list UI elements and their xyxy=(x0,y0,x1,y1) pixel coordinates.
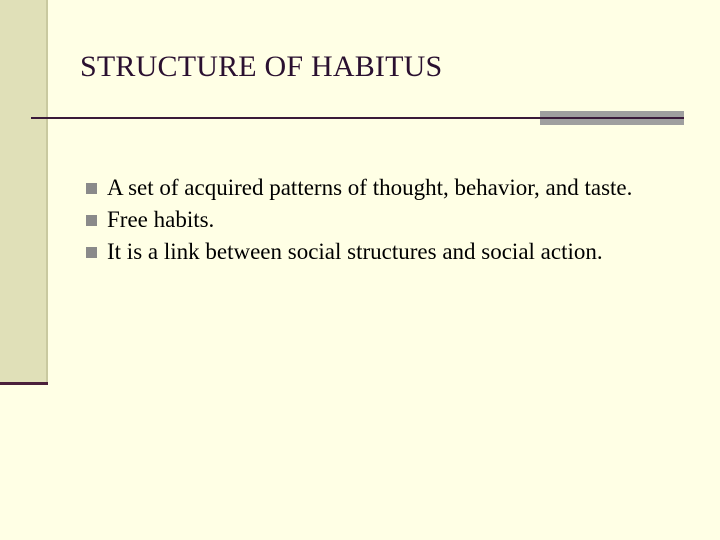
bullet-item xyxy=(86,172,676,204)
bullet-list xyxy=(86,172,676,268)
bullet-text: Free habits. xyxy=(107,207,215,232)
bullet-text: It is a link between social structures and social action. xyxy=(107,239,603,264)
title-underline-rule xyxy=(31,117,540,119)
title-accent-line xyxy=(540,117,684,119)
square-bullet-icon xyxy=(86,215,97,226)
square-bullet-icon xyxy=(86,183,97,194)
left-band-base-line xyxy=(0,382,48,385)
bullet-text: A set of acquired patterns of thought, behavior, and taste. xyxy=(107,175,633,200)
square-bullet-icon xyxy=(86,247,97,258)
bullet-item xyxy=(86,236,676,268)
bullet-item xyxy=(86,204,676,236)
left-decorative-band xyxy=(0,0,48,384)
slide-title: STRUCTURE OF HABITUS xyxy=(80,50,443,83)
